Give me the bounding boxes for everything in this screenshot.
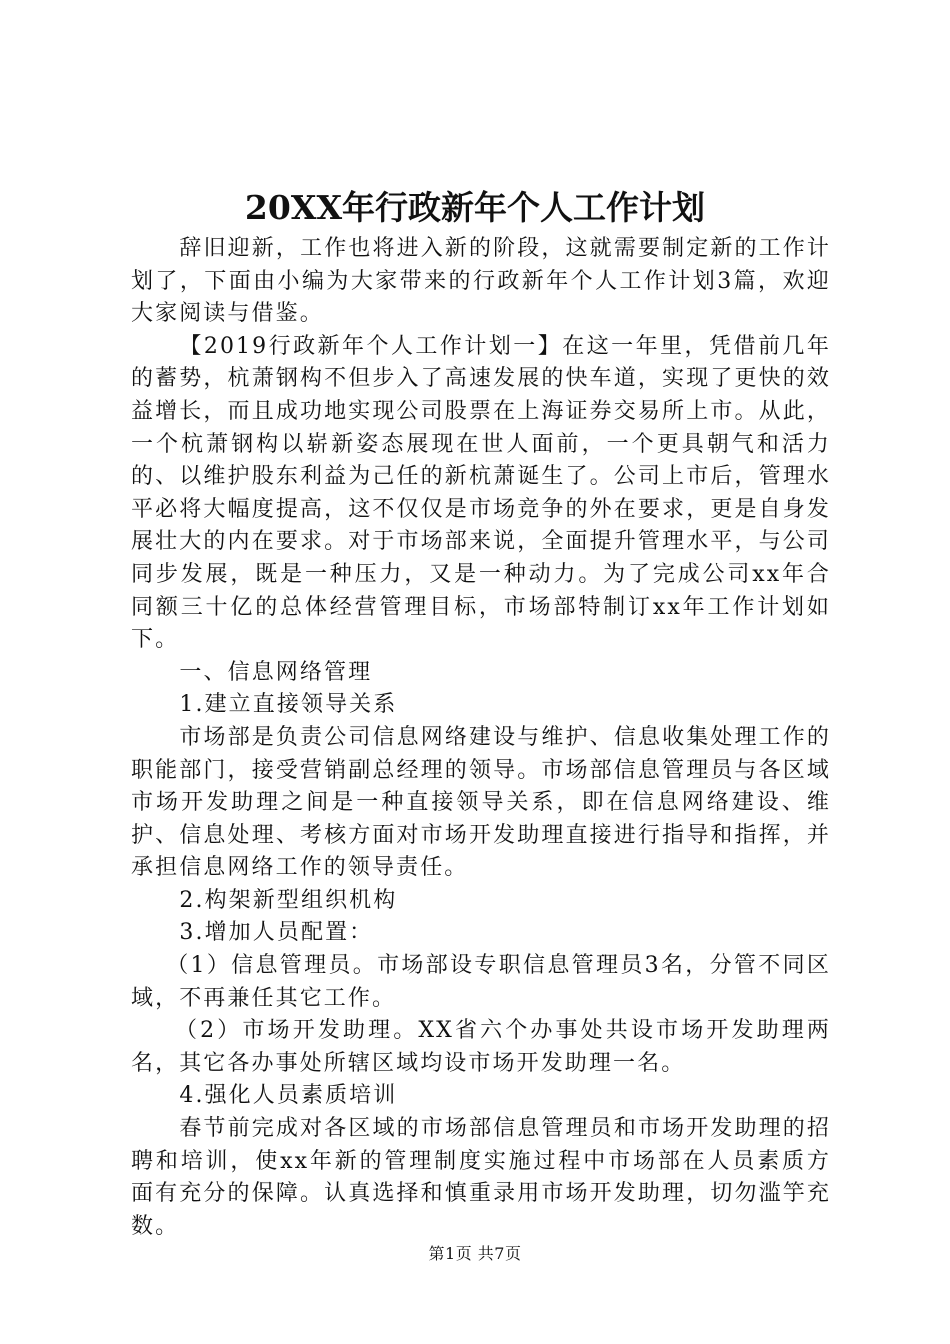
subheading-new-organization: 2.构架新型组织机构 xyxy=(179,887,398,913)
paragraph-training: 春节前完成对各区域的市场部信息管理员和市场开发助理的招聘和培训，使xx年新的管理制度实施过程中市场部在人员素质方面有充分的保障。认真选择和慎重录用市场开发助理，切勿滥竽充数。 xyxy=(131,1116,831,1239)
page-footer: 第1页 共7页 xyxy=(428,1244,522,1263)
subheading-staff-training: 4.强化人员素质培训 xyxy=(179,1083,398,1109)
paragraph-market-department: 市场部是负责公司信息网络建设与维护、信息收集处理工作的职能部门，接受营销副总经理的领导。市场部信息管理员与各区域市场开发助理之间是一种直接领导关系，即在信息网络建设、维护、信息处理、考核方面对市场开发助理直接进行指导和指挥，并承担信息网络工作的领导责任。 xyxy=(131,724,831,881)
subheading-staff-allocation: 3.增加人员配置： xyxy=(179,920,374,946)
document-body xyxy=(131,233,831,1243)
section-heading-info-network: 一、信息网络管理 xyxy=(179,659,373,685)
paragraph-plan-one: 【2019行政新年个人工作计划一】在这一年里，凭借前几年的蓄势，杭萧钢构不但步入了高速发展的快车道，实现了更快的效益增长，而且成功地实现公司股票在上海证券交易所上市。从此，一个杭萧钢构以崭新姿态展现在世人面前，一个更具朝气和活力的、以维护股东利益为己任的新杭萧诞生了。公司上市后，管理水平必将大幅度提高，这不仅仅是市场竞争的外在要求，更是自身发展壮大的内在要求。对于市场部来说，全面提升管理水平，与公司同步发展，既是一种压力，又是一种动力。为了完成公司xx年合同额三十亿的总体经营管理目标，市场部特制订xx年工作计划如下。 xyxy=(131,333,831,653)
document-title: 20XX年行政新年个人工作计划 xyxy=(244,188,706,227)
item-info-manager: （1）信息管理员。市场部设专职信息管理员3名，分管不同区域，不再兼任其它工作。 xyxy=(131,953,831,1011)
paragraph-intro: 辞旧迎新，工作也将进入新的阶段，这就需要制定新的工作计划了，下面由小编为大家带来的行政新年个人工作计划3篇，欢迎大家阅读与借鉴。 xyxy=(131,236,831,327)
subheading-direct-leadership: 1.建立直接领导关系 xyxy=(179,692,398,718)
item-market-assistant: （2）市场开发助理。XX省六个办事处共设市场开发助理两名，其它各办事处所辖区域均设市场开发助理一名。 xyxy=(131,1018,831,1076)
